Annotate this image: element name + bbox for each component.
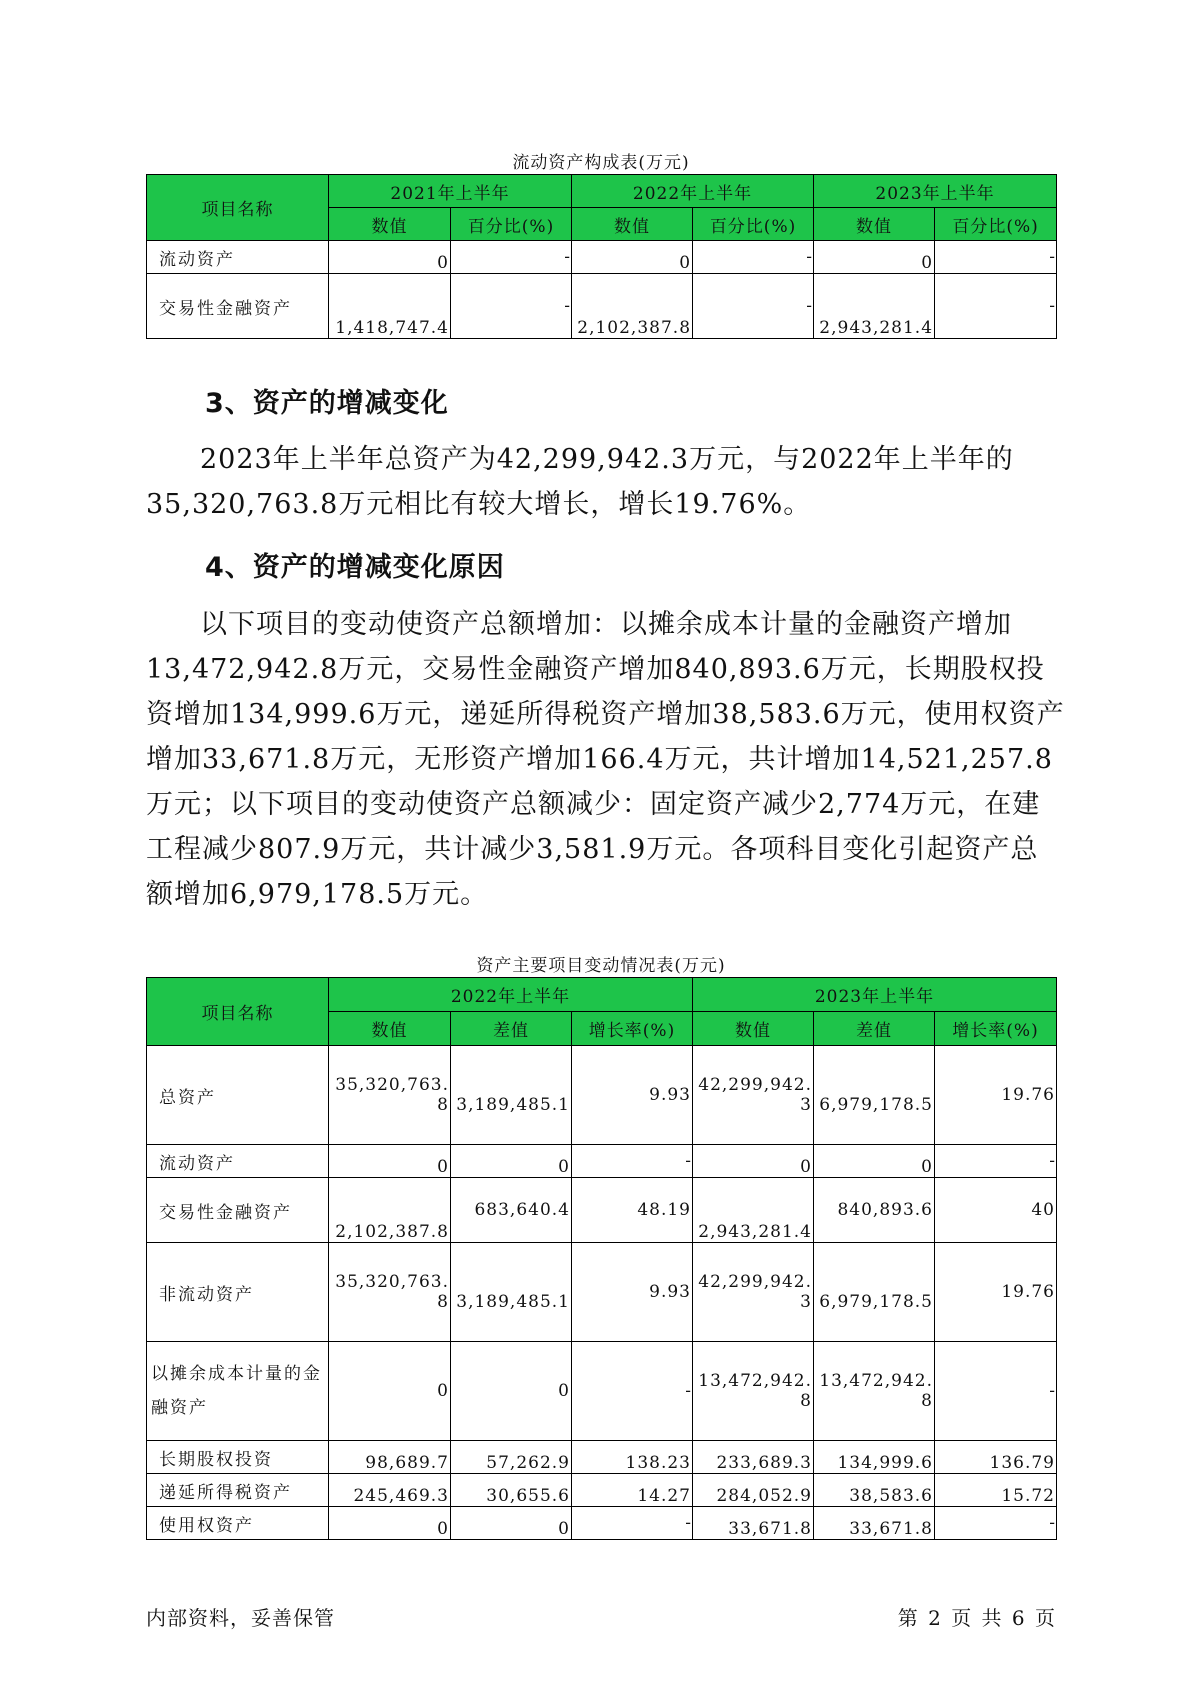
footer-confidential-note: 内部资料，妥善保管: [146, 1606, 335, 1630]
table-row: [147, 1145, 1057, 1178]
header-percent: 百分比(%): [451, 208, 572, 241]
header-value: 数值: [329, 1012, 451, 1046]
cell: 683,640.4: [451, 1178, 572, 1243]
cell: 35,320,763.8: [329, 1243, 451, 1342]
cell: 9.93: [572, 1243, 693, 1342]
table-row: [147, 274, 1057, 339]
cell: 2,943,281.4: [814, 274, 935, 339]
asset-changes-table: [146, 977, 1057, 1540]
cell: -: [451, 241, 572, 274]
current-assets-table: [146, 174, 1057, 339]
cell: 0: [451, 1507, 572, 1540]
row-name: 以摊余成本计量的金融资产: [147, 1342, 329, 1441]
header-value: 数值: [572, 208, 693, 241]
cell: 48.19: [572, 1178, 693, 1243]
cell: 6,979,178.5: [814, 1046, 935, 1145]
cell: 15.72: [935, 1474, 1057, 1507]
cell: 35,320,763.8: [329, 1046, 451, 1145]
header-diff: 差值: [451, 1012, 572, 1046]
cell: -: [451, 274, 572, 339]
header-item-name: 项目名称: [147, 978, 329, 1046]
header-diff: 差值: [814, 1012, 935, 1046]
cell: 13,472,942.8: [814, 1342, 935, 1441]
cell: 138.23: [572, 1441, 693, 1474]
cell: -: [572, 1145, 693, 1178]
cell: 0: [329, 241, 451, 274]
cell: -: [935, 274, 1057, 339]
row-name: 递延所得税资产: [147, 1474, 329, 1507]
header-period-2023: 2023年上半年: [693, 978, 1057, 1012]
table-row: [147, 1243, 1057, 1342]
row-name: 长期股权投资: [147, 1441, 329, 1474]
cell: -: [572, 1507, 693, 1540]
header-period-2023: 2023年上半年: [814, 175, 1057, 208]
row-name: 使用权资产: [147, 1507, 329, 1540]
row-name: 流动资产: [147, 1145, 329, 1178]
cell: 13,472,942.8: [693, 1342, 814, 1441]
cell: 284,052.9: [693, 1474, 814, 1507]
table-row: [147, 1474, 1057, 1507]
cell: 3,189,485.1: [451, 1046, 572, 1145]
cell: 0: [329, 1507, 451, 1540]
header-growth: 增长率(%): [572, 1012, 693, 1046]
cell: 9.93: [572, 1046, 693, 1145]
cell: -: [572, 1342, 693, 1441]
cell: 6,979,178.5: [814, 1243, 935, 1342]
header-period-2022: 2022年上半年: [329, 978, 693, 1012]
footer-page-number: 第 2 页 共 6 页: [897, 1606, 1057, 1630]
cell: 245,469.3: [329, 1474, 451, 1507]
section4-paragraph: [146, 602, 1066, 917]
table-row: [147, 1507, 1057, 1540]
cell: 0: [451, 1342, 572, 1441]
cell: -: [935, 1507, 1057, 1540]
cell: 0: [814, 241, 935, 274]
section4-heading: 4、资产的增减变化原因: [205, 552, 505, 583]
cell: 2,943,281.4: [693, 1178, 814, 1243]
table1-caption: 流动资产构成表(万元): [512, 153, 690, 173]
cell: 0: [693, 1145, 814, 1178]
cell: 33,671.8: [814, 1507, 935, 1540]
cell: 3,189,485.1: [451, 1243, 572, 1342]
row-name: 流动资产: [147, 241, 329, 274]
row-name: 非流动资产: [147, 1243, 329, 1342]
cell: 33,671.8: [693, 1507, 814, 1540]
header-growth: 增长率(%): [935, 1012, 1057, 1046]
cell: 0: [329, 1145, 451, 1178]
section4-text: 以下项目的变动使资产总额增加：以摊余成本计量的金融资产增加13,472,942.8万元，交易性金融资产增加840,893.6万元，长期股权投资增加134,999.6万元，递延所得税资产增加38,583.6万元，使用权资产增加33,671.8万元，无形资产增加166.4万元，共计增加14,521,257.8万元；以下项目的变动使资产总额减少：固定资产减少2,774万元，在建工程减少807.9万元，共计减少3,581.9万元。各项科目变化引起资产总额增加6,979,178.5万元。: [146, 609, 1065, 910]
table-row: [147, 1441, 1057, 1474]
cell: 0: [814, 1145, 935, 1178]
table2-caption: 资产主要项目变动情况表(万元): [476, 956, 726, 976]
cell: 30,655.6: [451, 1474, 572, 1507]
cell: 0: [572, 241, 693, 274]
header-item-name: 项目名称: [147, 175, 329, 241]
cell: 42,299,942.3: [693, 1243, 814, 1342]
cell: -: [693, 241, 814, 274]
cell: 14.27: [572, 1474, 693, 1507]
cell: -: [693, 274, 814, 339]
header-value: 数值: [814, 208, 935, 241]
section3-text: 2023年上半年总资产为42,299,942.3万元，与2022年上半年的35,320,763.8万元相比有较大增长，增长19.76%。: [146, 444, 1014, 520]
cell: 19.76: [935, 1243, 1057, 1342]
header-period-2022: 2022年上半年: [572, 175, 814, 208]
header-value: 数值: [329, 208, 451, 241]
cell: 98,689.7: [329, 1441, 451, 1474]
cell: 40: [935, 1178, 1057, 1243]
table-row: [147, 241, 1057, 274]
cell: 233,689.3: [693, 1441, 814, 1474]
cell: 1,418,747.4: [329, 274, 451, 339]
table-row: [147, 1046, 1057, 1145]
row-name: 总资产: [147, 1046, 329, 1145]
cell: 42,299,942.3: [693, 1046, 814, 1145]
header-percent: 百分比(%): [935, 208, 1057, 241]
cell: 0: [451, 1145, 572, 1178]
cell: 2,102,387.8: [572, 274, 693, 339]
cell: 136.79: [935, 1441, 1057, 1474]
section3-paragraph: [146, 437, 1066, 527]
header-value: 数值: [693, 1012, 814, 1046]
row-name: 交易性金融资产: [147, 1178, 329, 1243]
cell: 0: [329, 1342, 451, 1441]
cell: 38,583.6: [814, 1474, 935, 1507]
table-row: [147, 1178, 1057, 1243]
cell: 840,893.6: [814, 1178, 935, 1243]
cell: 57,262.9: [451, 1441, 572, 1474]
header-period-2021: 2021年上半年: [329, 175, 572, 208]
header-percent: 百分比(%): [693, 208, 814, 241]
table-row: [147, 1342, 1057, 1441]
row-name: 交易性金融资产: [147, 274, 329, 339]
cell: 2,102,387.8: [329, 1178, 451, 1243]
cell: -: [935, 1342, 1057, 1441]
section3-heading: 3、资产的增减变化: [205, 388, 449, 419]
cell: -: [935, 241, 1057, 274]
cell: -: [935, 1145, 1057, 1178]
cell: 19.76: [935, 1046, 1057, 1145]
cell: 134,999.6: [814, 1441, 935, 1474]
